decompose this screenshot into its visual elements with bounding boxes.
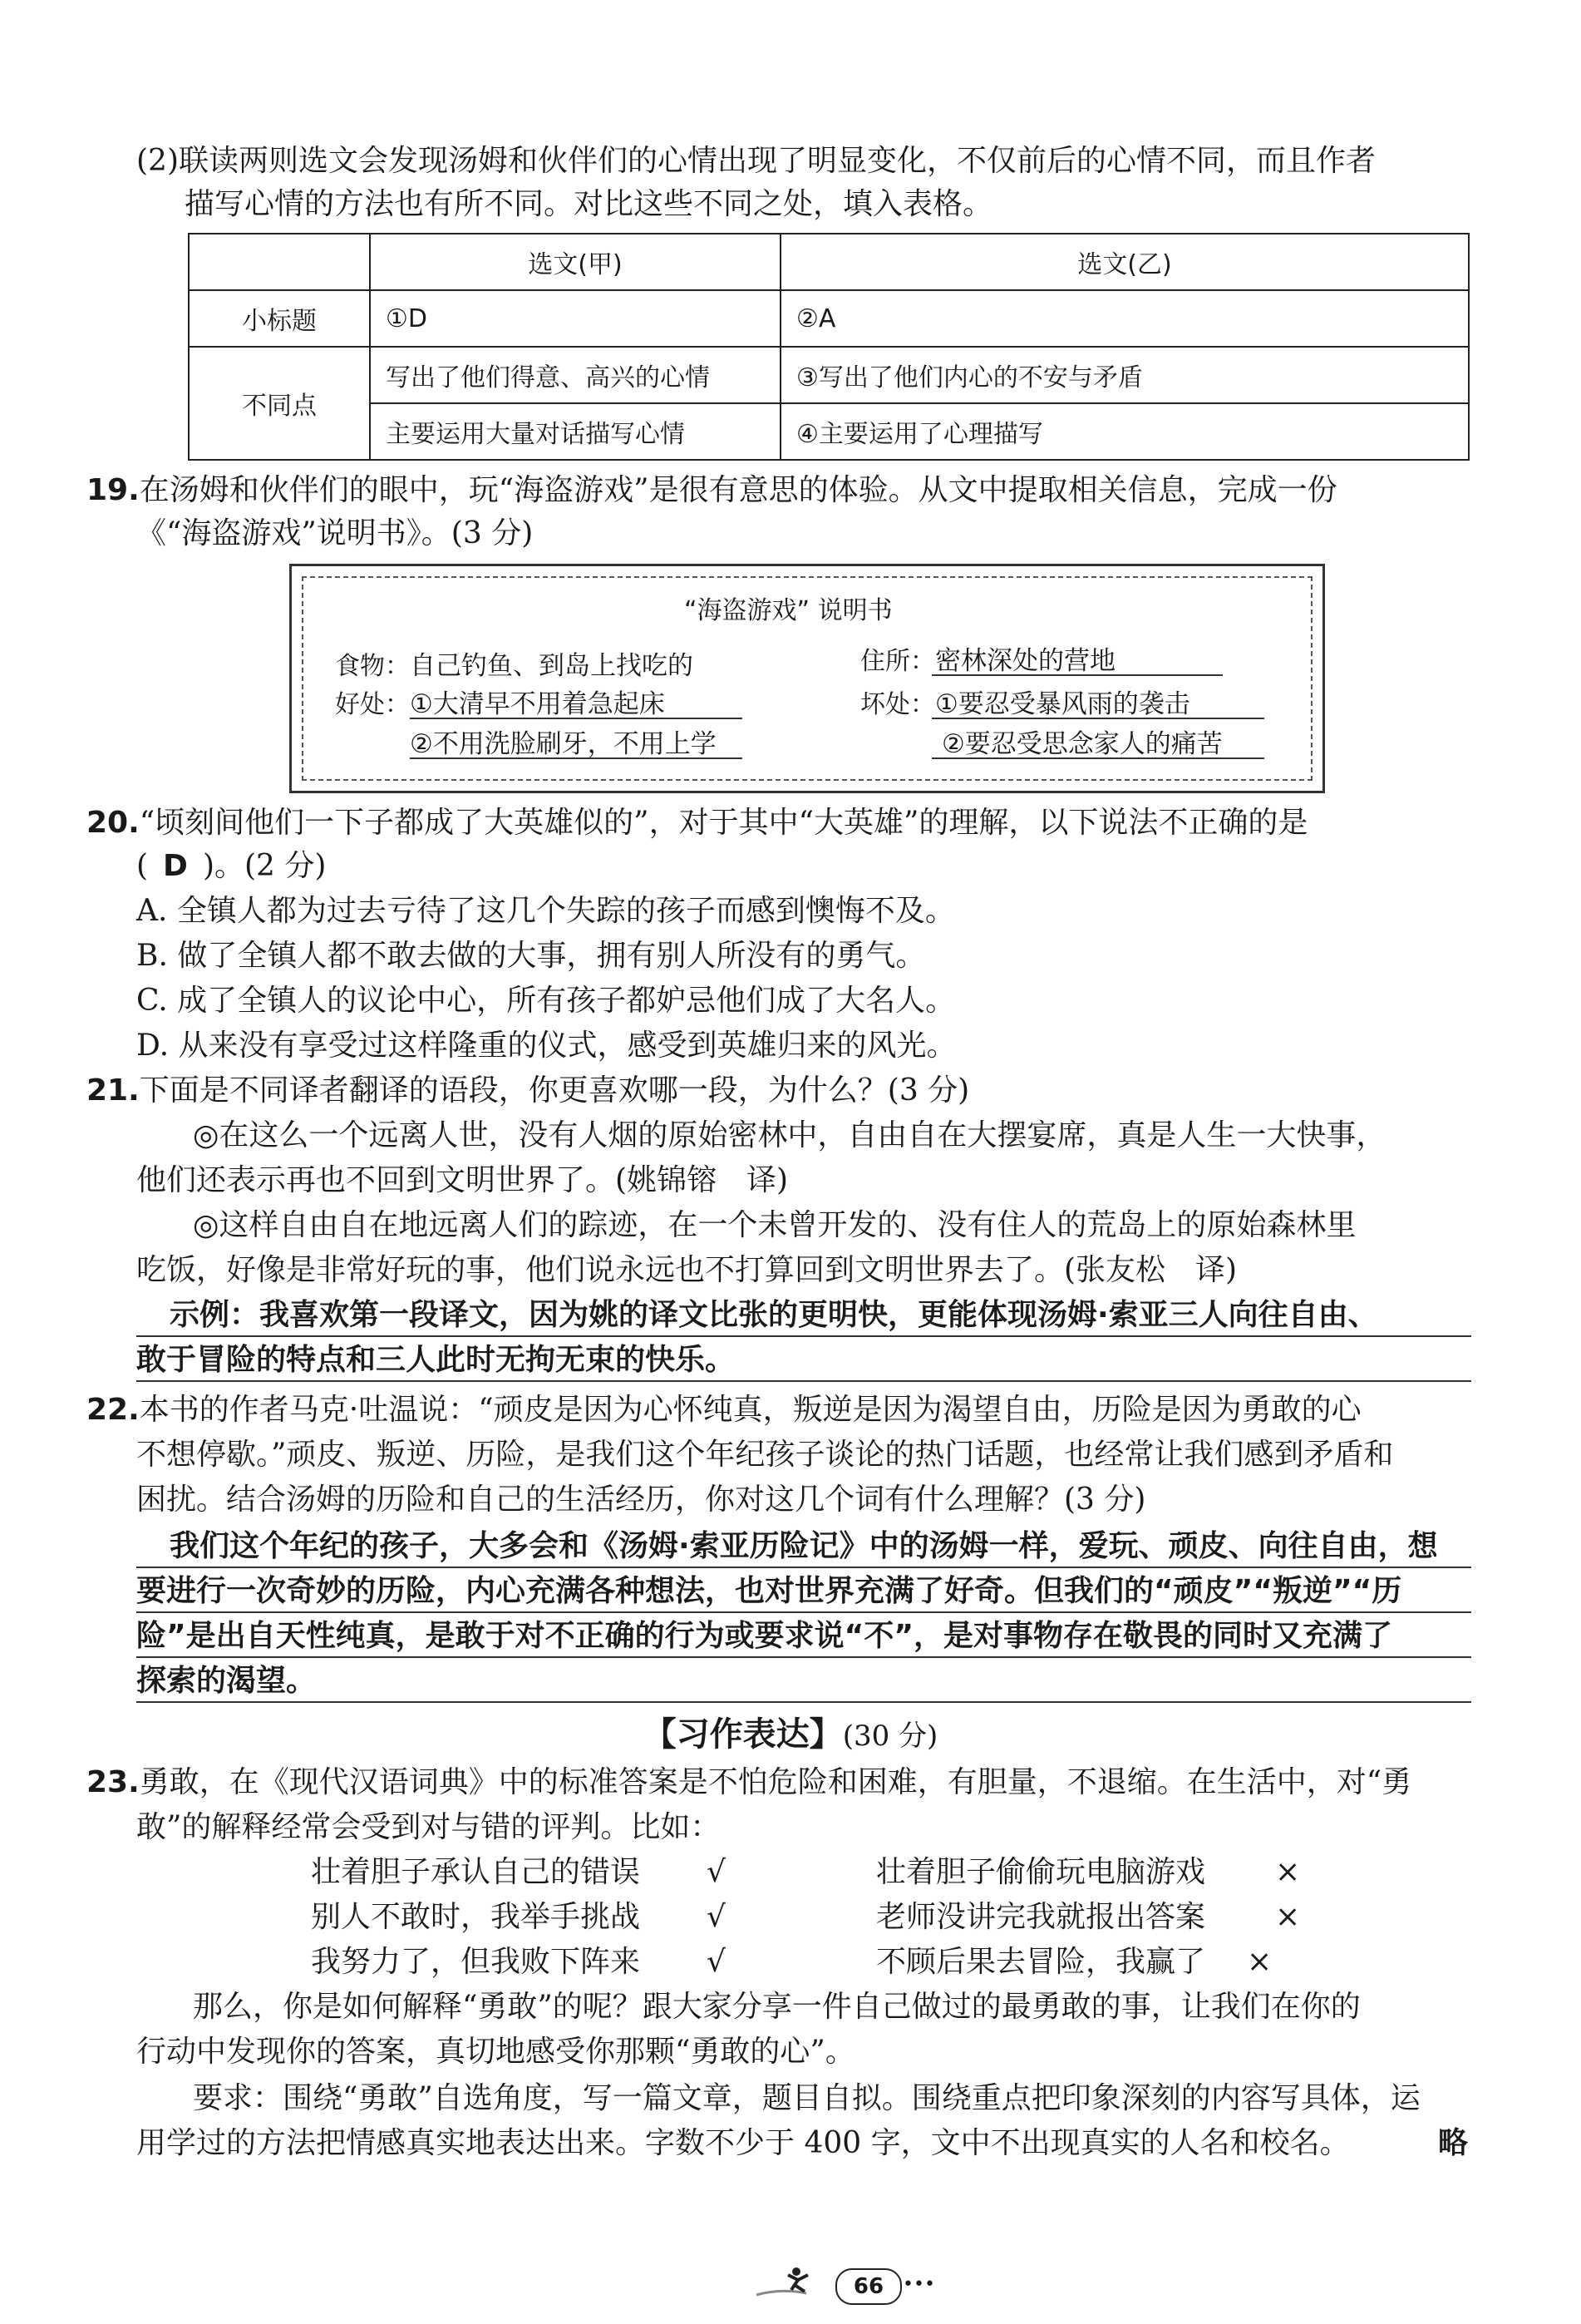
table-cell: ②A — [781, 290, 1469, 347]
q20-option-b: B. 做了全镇人都不敢去做的大事，拥有别人所没有的勇气。 — [136, 939, 926, 973]
answer-line — [410, 757, 742, 759]
example-1: 壮着胆子承认自己的错误 — [311, 1855, 641, 1889]
q20-answer: D — [163, 849, 188, 883]
q21-passage1-line2: 他们还表示再也不回到文明世界了。(姚锦镕 译) — [136, 1163, 789, 1197]
page-number: 66 — [835, 2268, 902, 2305]
q19-number: 19. — [86, 473, 140, 507]
q22-answer-line3: 险”是出自天性纯真，是敢于对不正确的行为或要求说“不”，是对事物存在敬畏的同时又充满了 — [136, 1619, 1392, 1653]
q19-line1: 19.在汤姆和伙伴们的眼中，玩“海盗游戏”是很有意思的体验。从文中提取相关信息，完成一份 — [86, 473, 1337, 507]
answer-line — [136, 1335, 1471, 1337]
example-4: 壮着胆子偷偷玩电脑游戏 — [876, 1855, 1206, 1889]
check-icon: √ — [707, 1900, 726, 1934]
example-2: 别人不敢时，我举手挑战 — [311, 1900, 641, 1934]
dots-decoration: ••• — [903, 2274, 935, 2295]
manual-food: 食物：自己钓鱼、到岛上找吃的 — [335, 651, 693, 681]
q23-requirement-line2: 用学过的方法把情感真实地表达出来。字数不少于 400 字，文中不出现真实的人名和校名。 — [136, 2126, 1350, 2160]
q22-number: 22. — [86, 1393, 140, 1427]
q21-number: 21. — [86, 1073, 140, 1108]
example-5: 老师没讲完我就报出答案 — [876, 1900, 1206, 1934]
q22-answer-line2: 要进行一次奇妙的历险，内心充满各种想法，也对世界充满了好奇。但我们的“顽皮”“叛逆”“历 — [136, 1574, 1402, 1608]
q18-2-line1: (2)联读两则选文会发现汤姆和伙伴们的心情出现了明显变化，不仅前后的心情不同，而且作者 — [136, 144, 1376, 178]
q23-prompt-line1: 那么，你是如何解释“勇敢”的呢？跟大家分享一件自己做过的最勇敢的事，让我们在你的 — [193, 1990, 1361, 2024]
q23-number: 23. — [86, 1765, 140, 1799]
check-icon: √ — [707, 1945, 726, 1979]
q20-option-d: D. 从来没有享受过这样隆重的仪式，感受到英雄归来的风光。 — [136, 1029, 957, 1063]
cross-icon: × — [1247, 1945, 1273, 1979]
table-cell: ④主要运用了心理描写 — [781, 403, 1469, 460]
q20-line2: ( D )。(2 分) — [136, 849, 327, 883]
table-cell: ①D — [370, 290, 781, 347]
table-cell: 主要运用大量对话描写心情 — [370, 403, 781, 460]
q23-answer: 略 — [1438, 2126, 1469, 2160]
cross-icon: × — [1275, 1855, 1301, 1889]
q20-option-c: C. 成了全镇人的议论中心，所有孩子都妒忌他们成了大名人。 — [136, 984, 956, 1018]
table-corner — [189, 234, 370, 290]
table-row — [189, 347, 1469, 403]
q21-passage1-line1: ◎在这么一个远离人世，没有人烟的原始密林中，自由自在大摆宴席，真是人生一大快事， — [193, 1118, 1386, 1152]
comparison-table — [188, 233, 1470, 461]
q23-line1: 23.勇敢，在《现代汉语词典》中的标准答案是不怕危险和困难，有胆量，不退缩。在生活中，对“勇 — [86, 1765, 1412, 1799]
q23-requirement-line1: 要求：围绕“勇敢”自选角度，写一篇文章，题目自拟。围绕重点把印象深刻的内容写具体，运 — [193, 2081, 1421, 2115]
cross-icon: × — [1275, 1900, 1301, 1934]
table-col-a: 选文(甲) — [370, 234, 781, 290]
answer-line — [410, 718, 742, 719]
table-row — [189, 403, 1469, 460]
q20-number: 20. — [86, 806, 140, 840]
check-icon: √ — [707, 1855, 726, 1889]
table-cell: ③写出了他们内心的不安与矛盾 — [781, 347, 1469, 403]
q20-option-a: A. 全镇人都为过去亏待了这几个失踪的孩子而感到懊悔不及。 — [136, 894, 955, 928]
q21-answer-line1: 示例：我喜欢第一段译文，因为姚的译文比张的更明快，更能体现汤姆·索亚三人向往自由、 — [170, 1298, 1378, 1332]
section-title: 【习作表达】 — [643, 1715, 843, 1754]
section-score: (30 分) — [842, 1720, 938, 1753]
answer-line — [136, 1380, 1471, 1382]
q21-passage2-line1: ◎这样自由自在地远离人们的踪迹，在一个未曾开发的、没有住人的荒岛上的原始森林里 — [193, 1208, 1357, 1242]
answer-line — [932, 674, 1223, 676]
manual-good-2: ②不用洗脸刷牙，不用上学 — [410, 729, 717, 759]
manual-good: 好处：①大清早不用着急起床 — [335, 689, 665, 719]
q22-answer-line1: 我们这个年纪的孩子，大多会和《汤姆·索亚历险记》中的汤姆一样，爱玩、顽皮、向往自由，想 — [170, 1529, 1438, 1563]
q21-passage2-line2: 吃饭，好像是非常好玩的事，他们说永远也不打算回到文明世界去了。(张友松 译) — [136, 1253, 1238, 1287]
q22-answer-line4: 探索的渴望。 — [136, 1664, 317, 1698]
table-row — [189, 290, 1469, 347]
q21-answer-line2: 敢于冒险的特点和三人此时无拘无束的快乐。 — [136, 1343, 736, 1377]
table-header-row — [189, 234, 1469, 290]
q22-line2: 不想停歇。”顽皮、叛逆、历险，是我们这个年纪孩子谈论的热门话题，也经常让我们感到矛盾和 — [136, 1438, 1394, 1472]
q18-2-line2: 描写心情的方法也有所不同。对比这些不同之处，填入表格。 — [185, 187, 993, 221]
q19-line2: 《“海盗游戏”说明书》。(3 分) — [136, 516, 534, 550]
table-row-head: 小标题 — [189, 290, 370, 347]
answer-line — [136, 1611, 1471, 1613]
q22-line3: 困扰。结合汤姆的历险和自己的生活经历，你对这几个词有什么理解？(3 分) — [136, 1483, 1146, 1517]
manual-title: “海盗游戏” 说明书 — [684, 596, 893, 625]
example-6: 不顾后果去冒险，我赢了 — [876, 1945, 1206, 1979]
q23-line2: 敢”的解释经常会受到对与错的评判。比如： — [136, 1810, 721, 1844]
answer-line — [136, 1656, 1471, 1658]
manual-bad: 坏处：①要忍受暴风雨的袭击 — [860, 689, 1190, 719]
manual-bad-2: ②要忍受思念家人的痛苦 — [942, 729, 1223, 759]
table-cell: 写出了他们得意、高兴的心情 — [370, 347, 781, 403]
section-heading — [0, 1713, 1581, 1758]
q20-line1: 20.“顷刻间他们一下子都成了大英雄似的”，对于其中“大英雄”的理解，以下说法不正确的是 — [86, 806, 1308, 840]
answer-line — [932, 757, 1264, 759]
q21-line1: 21.下面是不同译者翻译的语段，你更喜欢哪一段，为什么？(3 分) — [86, 1073, 970, 1108]
q23-prompt-line2: 行动中发现你的答案，真切地感受你那颗“勇敢的心”。 — [136, 2035, 855, 2069]
q22-line1: 22.本书的作者马克·吐温说：“顽皮是因为心怀纯真，叛逆是因为渴望自由，历险是因为勇敢的心 — [86, 1393, 1362, 1427]
answer-line — [136, 1567, 1471, 1568]
example-3: 我努力了，但我败下阵来 — [311, 1945, 641, 1979]
pirate-game-manual — [289, 564, 1325, 793]
answer-line — [932, 718, 1264, 719]
table-col-b: 选文(乙) — [781, 234, 1469, 290]
answer-line — [136, 1701, 1471, 1703]
table-row-head: 不同点 — [189, 347, 370, 460]
manual-home: 住所：密林深处的营地 — [860, 646, 1116, 676]
